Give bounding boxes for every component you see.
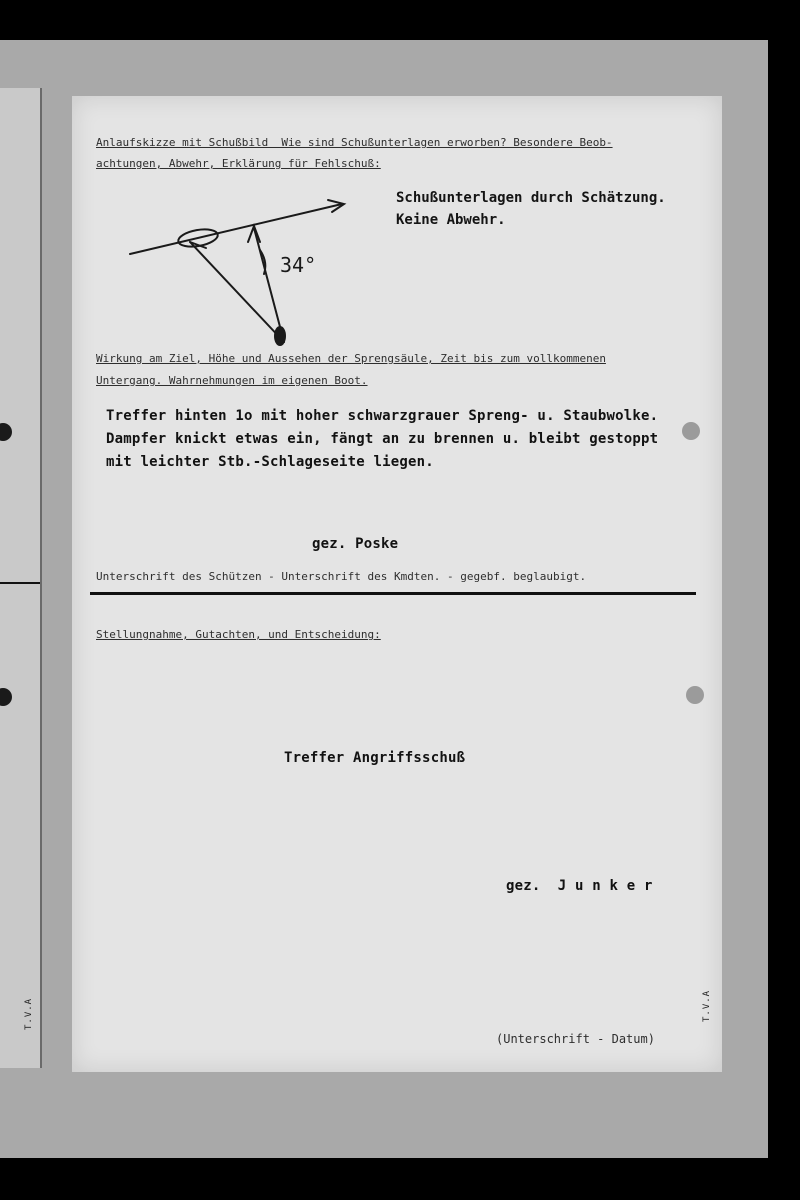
punch-hole (686, 686, 704, 704)
shooting-basis-line2: Keine Abwehr. (396, 212, 506, 228)
angle-label: 34° (280, 253, 317, 277)
date-caption: (Unterschrift - Datum) (496, 1032, 655, 1046)
target-course-line (130, 204, 342, 254)
signature-caption: Unterschrift des Schützen - Unterschrift des Kmdten. - gegebf. beglaubigt. (96, 570, 587, 583)
section1-heading-line2: achtungen, Abwehr, Erklärung für Fehlschuß: (96, 157, 381, 170)
section2-heading-line1: Wirkung am Ziel, Höhe und Aussehen der Sprengsäule, Zeit bis zum vollkommenen (96, 352, 606, 365)
shooter-signature: gez. Poske (312, 536, 399, 552)
effect-line1: Treffer hinten 1o mit hoher schwarzgrauer Spreng- u. Staubwolke. (106, 408, 659, 424)
reviewer-signature: gez. J u n k e r (506, 878, 653, 894)
section3-heading: Stellungnahme, Gutachten, und Entscheidung: (96, 628, 381, 641)
section-divider (90, 592, 696, 595)
approach-sketch (120, 190, 360, 360)
punch-hole (682, 422, 700, 440)
left-margin-mark: T.V.A (24, 997, 34, 1030)
submarine-position (275, 327, 285, 345)
effect-line2: Dampfer knickt etwas ein, fängt an zu brennen u. bleibt gestoppt (106, 431, 659, 447)
right-margin-mark: T.V.A (702, 989, 712, 1022)
section1-heading-line1: Anlaufskizze mit Schußbild Wie sind Schußunterlagen erworben? Besondere Beob- (96, 136, 613, 149)
decision-text: Treffer Angriffsschuß (284, 750, 466, 766)
previous-page-edge (0, 88, 42, 1068)
effect-line3: mit leichter Stb.-Schlageseite liegen. (106, 454, 434, 470)
previous-page-rule (0, 582, 40, 584)
section2-heading-line2: Untergang. Wahrnehmungen im eigenen Boot. (96, 374, 368, 387)
bearing-arrowhead (248, 226, 260, 242)
shooting-basis-line1: Schußunterlagen durch Schätzung. (396, 190, 666, 206)
